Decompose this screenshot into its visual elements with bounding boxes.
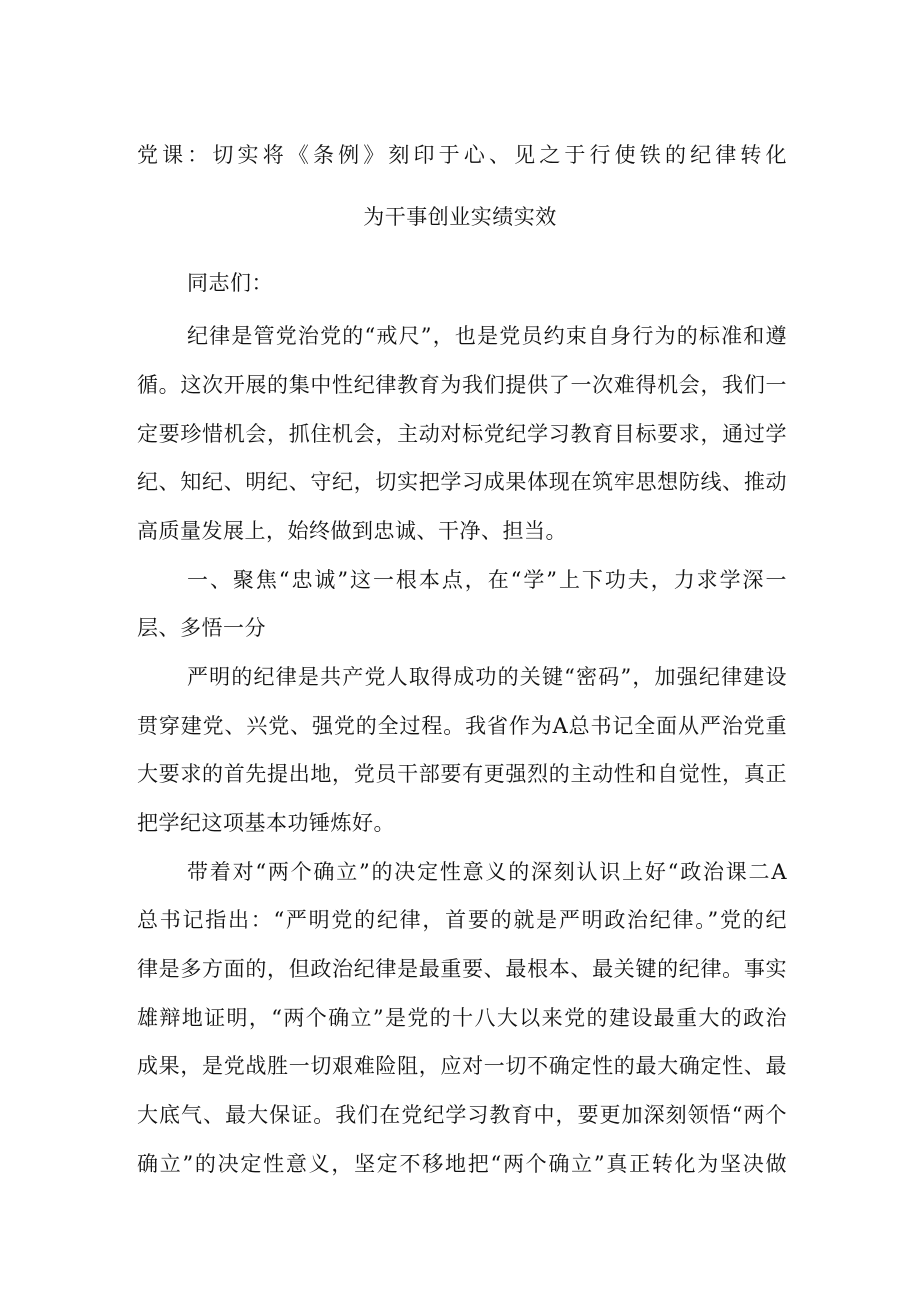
paragraph-line: 总书记指出：“严明党的纪律，首要的就是严明政治纪律。”党的纪 [137, 908, 787, 932]
paragraph-line: 大要求的首先提出地，党员干部要有更强烈的主动性和自觉性，真正 [137, 762, 787, 786]
paragraph-line: 成果，是党战胜一切艰难险阻，应对一切不确定性的最大确定性、最 [137, 1054, 787, 1078]
paragraph-line: 雄辩地证明，“两个确立”是党的十八大以来党的建设最重大的政治 [137, 1006, 787, 1030]
paragraph-line: 高质量发展上，始终做到忠诚、干净、担当。 [137, 519, 567, 543]
section-heading-line: 层、多悟一分 [137, 616, 266, 640]
paragraph-line: 确立”的决定性意义，坚定不移地把“两个确立”真正转化为坚决做 [137, 1152, 787, 1176]
paragraph-line: 纪、知纪、明纪、守纪，切实把学习成果体现在筑牢思想防线、推动 [137, 470, 787, 494]
paragraph-line: 纪律是管党治党的“戒尺”，也是党员约束自身行为的标准和遵 [187, 324, 787, 348]
paragraph-line: 带着对“两个确立”的决定性意义的深刻认识上好“政治课二A [187, 860, 787, 884]
paragraph-line: 律是多方面的，但政治纪律是最重要、最根本、最关键的纪律。事实 [137, 957, 787, 981]
document-title-line-2: 为干事创业实绩实效 [363, 205, 557, 229]
paragraph-line: 定要珍惜机会，抓住机会，主动对标党纪学习教育目标要求，通过学 [137, 422, 787, 446]
section-heading-line: 一、聚焦“忠诚”这一根本点，在“学”上下功夫，力求学深一 [187, 568, 787, 592]
paragraph-line: 严明的纪律是共产党人取得成功的关键“密码”，加强纪律建设 [187, 665, 787, 689]
document-title-line-1: 党课：切实将《条例》刻印于心、见之于行使铁的纪律转化 [137, 143, 787, 167]
salutation: 同志们： [187, 271, 273, 295]
paragraph-line: 循。这次开展的集中性纪律教育为我们提供了一次难得机会，我们一 [137, 373, 787, 397]
paragraph-line: 把学纪这项基本功锤炼好。 [137, 811, 395, 835]
paragraph-line: 大底气、最大保证。我们在党纪学习教育中，要更加深刻领悟“两个 [137, 1103, 787, 1127]
paragraph-line: 贯穿建党、兴党、强党的全过程。我省作为A总书记全面从严治党重 [137, 714, 787, 738]
